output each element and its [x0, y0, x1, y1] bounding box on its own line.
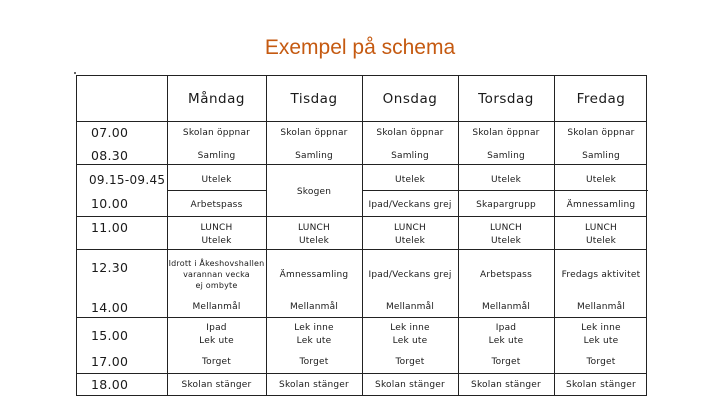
- time-label: 07.00: [91, 125, 129, 140]
- time-label: 09.15-09.45: [89, 173, 166, 187]
- schedule-cell: Mellanmål: [481, 302, 531, 312]
- schedule-cell: ej ombyte: [195, 281, 238, 290]
- page-title: Exempel på schema: [264, 36, 456, 59]
- schedule-cell: Ämnessamling: [566, 200, 636, 210]
- schedule-cell: Torget: [586, 357, 616, 367]
- day-header-mandag: Måndag: [188, 91, 245, 107]
- schedule-cell: LUNCH: [585, 223, 617, 233]
- schedule-cell: Lek inne: [294, 323, 334, 333]
- schedule-cell: LUNCH: [200, 223, 233, 233]
- schedule-cell: Lek inne: [581, 323, 621, 333]
- schedule-cell: Ipad/Veckans grej: [368, 270, 452, 280]
- time-label: 15.00: [91, 328, 129, 343]
- row-divider: [77, 164, 646, 165]
- schedule-cell: Idrott i Åkeshovshallen: [168, 259, 265, 268]
- schedule-cell: Utelek: [490, 175, 522, 185]
- schedule-cell: Skolan öppnar: [376, 128, 444, 138]
- schedule-cell: Lek ute: [392, 336, 428, 346]
- schedule-cell: Lek ute: [199, 336, 234, 346]
- schedule-cell: Mellanmål: [289, 302, 339, 312]
- schedule-cell: Utelek: [585, 236, 617, 246]
- schedule-cell: Mellanmål: [192, 302, 241, 312]
- row-divider-partial: [167, 190, 266, 191]
- schedule-cell: Lek ute: [583, 336, 619, 346]
- day-header-torsdag: Torsdag: [478, 91, 534, 107]
- schedule-cell: varannan vecka: [183, 270, 250, 279]
- schedule-cell: Torget: [491, 357, 521, 367]
- schedule-cell: Mellanmål: [385, 302, 435, 312]
- schedule-cell: Torget: [395, 357, 425, 367]
- schedule-cell: Arbetspass: [480, 270, 532, 280]
- schedule-table: [76, 75, 647, 396]
- schedule-cell: Ipad: [206, 323, 227, 333]
- schedule-cell: Lek inne: [390, 323, 430, 333]
- time-label: 10.00: [91, 196, 129, 211]
- schedule-cell: Utelek: [394, 236, 426, 246]
- schedule-cell: Utelek: [394, 175, 426, 185]
- schedule-cell: Skolan öppnar: [472, 128, 540, 138]
- row-divider: [77, 216, 646, 217]
- schedule-cell: Samling: [487, 151, 525, 161]
- schedule-cell: Skolan stänger: [181, 380, 252, 390]
- time-label: 18.00: [91, 377, 129, 392]
- schedule-cell: Skolan öppnar: [567, 128, 635, 138]
- schedule-cell: Skolan stänger: [279, 380, 349, 390]
- schedule-cell: Skolan öppnar: [280, 128, 348, 138]
- time-label: 14.00: [91, 300, 129, 315]
- decorative-dot: [74, 72, 76, 74]
- schedule-cell: Utelek: [298, 236, 330, 246]
- schedule-cell: Samling: [391, 151, 429, 161]
- row-divider: [77, 317, 646, 318]
- schedule-cell: Arbetspass: [190, 200, 243, 210]
- day-header-onsdag: Onsdag: [382, 91, 438, 107]
- schedule-cell: Lek ute: [488, 336, 524, 346]
- schedule-cell: Utelek: [201, 175, 232, 185]
- schedule-cell: Fredags aktivitet: [561, 270, 641, 280]
- schedule-cell: Utelek: [585, 175, 617, 185]
- schedule-cell: Torget: [202, 357, 231, 367]
- schedule-cell-skogen: Skogen: [296, 187, 332, 197]
- schedule-cell: Skolan stänger: [471, 380, 541, 390]
- row-divider: [77, 249, 646, 250]
- schedule-cell: Skolan stänger: [566, 380, 636, 390]
- row-divider-partial: [362, 190, 648, 191]
- schedule-cell: Samling: [295, 151, 333, 161]
- schedule-cell: Lek ute: [296, 336, 332, 346]
- time-label: 11.00: [91, 220, 129, 235]
- schedule-cell: Ipad/Veckans grej: [368, 200, 452, 210]
- schedule-cell: Utelek: [490, 236, 522, 246]
- time-label: 12.30: [91, 260, 129, 275]
- time-label: 08.30: [91, 148, 129, 163]
- row-divider: [77, 121, 646, 122]
- schedule-cell: Mellanmål: [576, 302, 626, 312]
- day-header-tisdag: Tisdag: [290, 91, 338, 107]
- time-label: 17.00: [91, 354, 129, 369]
- schedule-cell: Torget: [299, 357, 329, 367]
- row-divider: [77, 373, 646, 374]
- schedule-cell: Skapargrupp: [476, 200, 536, 210]
- schedule-cell: Utelek: [201, 236, 232, 246]
- schedule-cell: Ipad: [495, 323, 517, 333]
- schedule-cell: Ämnessamling: [279, 270, 349, 280]
- schedule-cell: LUNCH: [298, 223, 330, 233]
- schedule-cell: Samling: [582, 151, 620, 161]
- schedule-cell: Skolan stänger: [375, 380, 445, 390]
- schedule-cell: Skolan öppnar: [182, 128, 251, 138]
- schedule-cell: LUNCH: [490, 223, 522, 233]
- schedule-cell: Samling: [197, 151, 236, 161]
- day-header-fredag: Fredag: [576, 91, 626, 107]
- schedule-cell: LUNCH: [394, 223, 426, 233]
